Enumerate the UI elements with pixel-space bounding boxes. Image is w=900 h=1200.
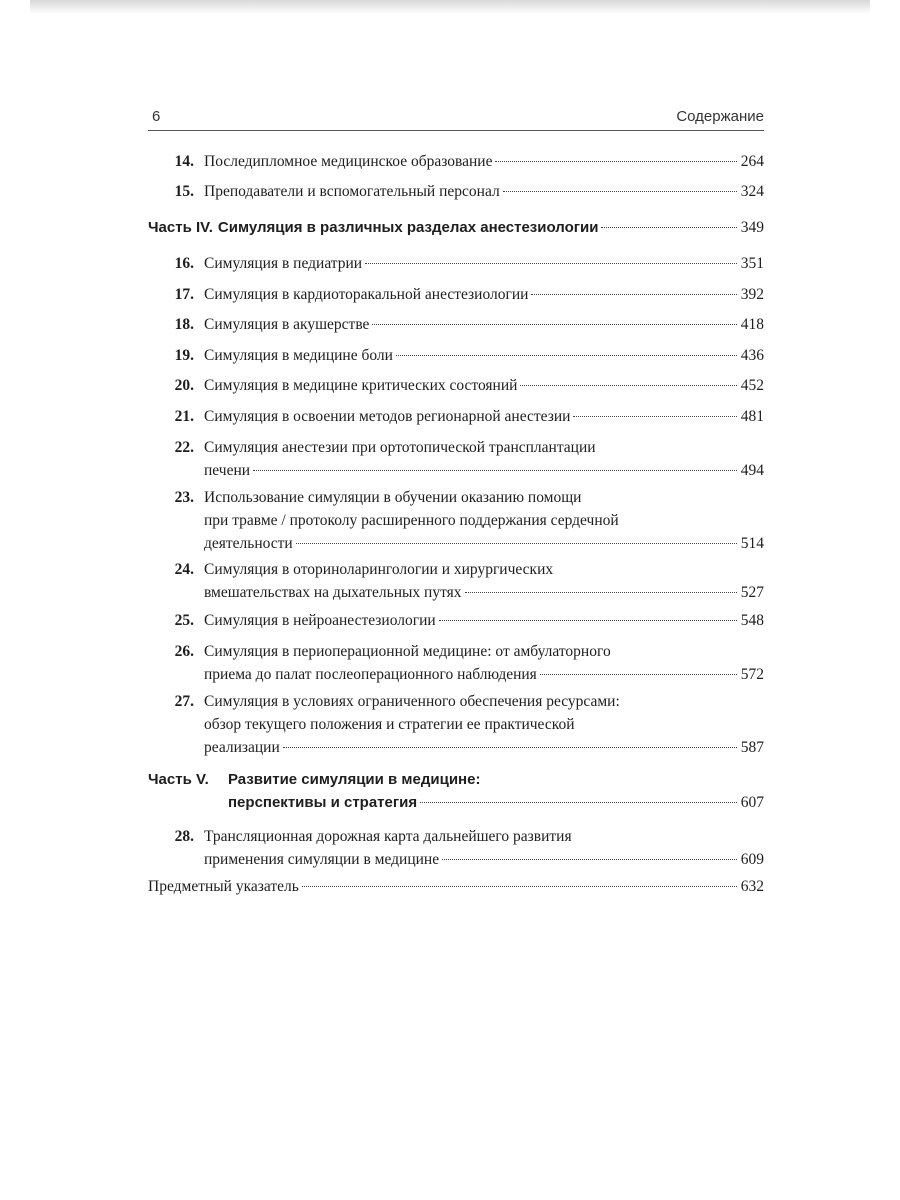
chapter-number: 27. — [174, 693, 194, 710]
chapter-title: Симуляция в педиатрии — [204, 255, 363, 272]
chapter-title: Симуляция в освоении методов регионарной анестезии — [204, 408, 571, 425]
chapter-number: 14. — [174, 153, 194, 170]
page-number: 6 — [152, 108, 161, 125]
chapter-number: 19. — [174, 347, 194, 364]
page-ref: 436 — [740, 347, 764, 364]
page-ref: 264 — [740, 153, 764, 170]
chapter-title: Симуляция в медицине боли — [204, 347, 393, 364]
chapter-number: 15. — [174, 183, 194, 200]
chapter-title-line: Симуляция в оториноларингологии и хирургических — [204, 561, 554, 578]
page-ref: 514 — [740, 535, 764, 552]
dot-leader — [302, 886, 737, 887]
chapter-number: 17. — [174, 286, 194, 303]
chapter-title-line: Трансляционная дорожная карта дальнейшего развития — [204, 828, 572, 845]
page-ref: 392 — [740, 286, 764, 303]
part-title-line: Развитие симуляции в медицине: — [228, 771, 481, 788]
dot-leader — [396, 355, 737, 356]
chapter-number: 25. — [174, 612, 194, 629]
chapter-title-line: Симуляция анестезии при ортотопической трансплантации — [204, 439, 596, 456]
page-ref: 324 — [740, 183, 764, 200]
chapter-number: 16. — [174, 255, 194, 272]
dot-leader — [296, 543, 737, 544]
chapter-title-last: вмешательствах на дыхательных путях — [204, 584, 462, 601]
page-ref: 494 — [740, 462, 764, 479]
chapter-title-last: применения симуляции в медицине — [204, 851, 440, 868]
part-title-last: перспективы и стратегия — [228, 794, 418, 811]
part-title: Симуляция в различных разделах анестезиологии — [217, 219, 599, 236]
chapter-title: Симуляция в кардиоторакальной анестезиологии — [204, 286, 529, 303]
page-ref: 572 — [740, 666, 764, 683]
section-title: Содержание — [676, 108, 764, 125]
dot-leader — [573, 416, 736, 417]
dot-leader — [601, 227, 736, 228]
page-ref: 418 — [740, 316, 764, 333]
chapter-number: 28. — [174, 828, 194, 845]
dot-leader — [520, 385, 736, 386]
dot-leader — [495, 161, 736, 162]
page-ref: 351 — [740, 255, 764, 272]
chapter-title: Симуляция в акушерстве — [204, 316, 370, 333]
page-ref: 548 — [740, 612, 764, 629]
chapter-number: 18. — [174, 316, 194, 333]
dot-leader — [465, 592, 737, 593]
header-rule — [148, 130, 764, 131]
running-head — [148, 106, 764, 130]
index-title: Предметный указатель — [148, 878, 299, 895]
dot-leader — [540, 674, 737, 675]
chapter-number: 26. — [174, 643, 194, 660]
chapter-title-line: Использование симуляции в обучении оказанию помощи — [204, 489, 582, 506]
page-ref: 349 — [740, 219, 764, 236]
chapter-title-last: печени — [204, 462, 251, 479]
chapter-title-line: Симуляция в периоперационной медицине: от амбулаторного — [204, 643, 611, 660]
part-label: Часть V. — [148, 771, 209, 788]
dot-leader — [420, 802, 737, 803]
dot-leader — [283, 747, 737, 748]
chapter-title-line: Симуляция в условиях ограниченного обеспечения ресурсами: — [204, 693, 620, 710]
page-ref: 609 — [740, 851, 764, 868]
chapter-title-last: деятельности — [204, 535, 293, 552]
dot-leader — [365, 263, 737, 264]
page-ref: 607 — [740, 794, 764, 811]
dot-leader — [253, 470, 737, 471]
chapter-title: Симуляция в нейроанестезиологии — [204, 612, 436, 629]
chapter-title-line: при травме / протоколу расширенного поддержания сердечной — [204, 512, 619, 529]
chapter-number: 22. — [174, 439, 194, 456]
chapter-title: Преподаватели и вспомогательный персонал — [204, 183, 500, 200]
dot-leader — [442, 859, 737, 860]
page-top-shadow — [30, 0, 870, 14]
chapter-number: 20. — [174, 377, 194, 394]
chapter-title-last: приема до палат послеоперационного наблюдения — [204, 666, 537, 683]
chapter-number: 23. — [174, 489, 194, 506]
chapter-title: Симуляция в медицине критических состояний — [204, 377, 518, 394]
dot-leader — [439, 620, 737, 621]
dot-leader — [531, 294, 736, 295]
page-ref: 527 — [740, 584, 764, 601]
page-ref: 587 — [740, 739, 764, 756]
chapter-number: 24. — [174, 561, 194, 578]
chapter-title: Последипломное медицинское образование — [204, 153, 493, 170]
chapter-title-line: обзор текущего положения и стратегии ее практической — [204, 716, 575, 733]
chapter-title-last: реализации — [204, 739, 280, 756]
dot-leader — [372, 324, 736, 325]
part-label: Часть IV. — [148, 219, 213, 236]
chapter-number: 21. — [174, 408, 194, 425]
page-ref: 632 — [740, 878, 764, 895]
dot-leader — [503, 191, 737, 192]
page-ref: 452 — [740, 377, 764, 394]
page-ref: 481 — [740, 408, 764, 425]
